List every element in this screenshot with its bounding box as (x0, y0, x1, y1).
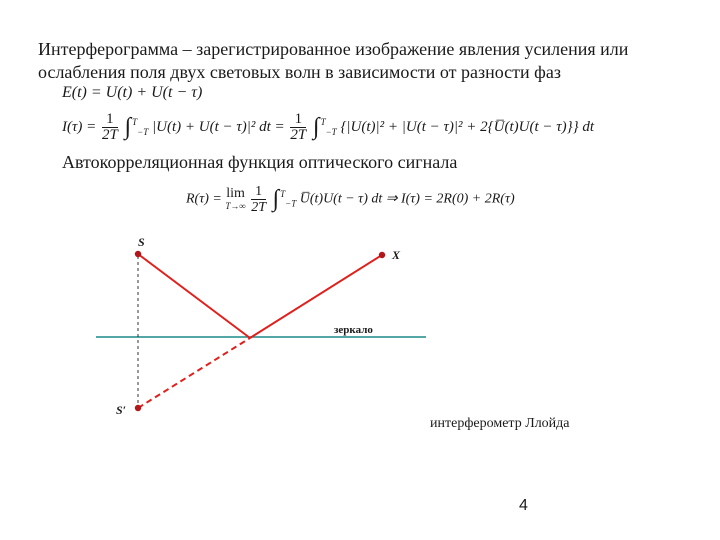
detector-point (379, 252, 385, 258)
integral-upper-limit: T (132, 116, 138, 127)
intro-line-2: ослабления поля двух световых волн в зависимости от разности фаз (38, 62, 561, 82)
autocorr-body: U̅(t)U(t − τ) dt ⇒ I(τ) = 2R(0) + 2R(τ) (299, 191, 515, 207)
incident-ray (138, 254, 250, 338)
fraction-denominator-second: 2T (290, 127, 307, 143)
virtual-ray-from-image (138, 338, 250, 408)
source-point (135, 251, 141, 257)
integral-sign-third: ∫ (272, 186, 280, 212)
fraction-numerator: 1 (102, 112, 118, 128)
mirror-label: зеркало (334, 324, 373, 336)
fraction-denominator-third: 2T (251, 200, 267, 215)
integral-upper-limit-third: T (280, 189, 286, 200)
formula-field-sum: E(t) = U(t) + U(t − τ) (62, 84, 203, 101)
integral-lower-limit-second: −T (325, 126, 337, 137)
limit-label: lim (226, 185, 245, 201)
page-number: 4 (519, 497, 528, 514)
limit-subscript: T→∞ (225, 200, 246, 211)
intensity-expansion: {|U(t)|² + |U(t − τ)|² + 2{U̅(t)U(t − τ)}} dt (340, 118, 595, 135)
intensity-integrand: |U(t) + U(t − τ)|² dt = (152, 118, 285, 135)
integral-lower-limit-third: −T (285, 198, 297, 209)
autocorrelation-heading: Автокорреляционная функция оптического сигнала (62, 152, 458, 172)
autocorr-lhs: R(τ) = (186, 191, 222, 207)
intro-line-1: Интерферограмма – зарегистрированное изображение явления усиления или (38, 39, 629, 59)
diagram-caption: интерферометр Ллойда (430, 416, 570, 431)
fraction-denominator: 2T (101, 127, 118, 143)
integral-lower-limit: −T (137, 126, 149, 137)
image-source-label: S′ (116, 403, 127, 417)
source-label: S (138, 235, 145, 249)
detector-label: X (392, 248, 401, 262)
image-source-point (135, 405, 141, 411)
intensity-lhs: I(τ) = (62, 118, 97, 135)
integral-upper-limit-second: T (320, 116, 326, 127)
integral-sign-second: ∫ (313, 114, 320, 140)
fraction-numerator-second: 1 (290, 112, 306, 128)
fraction-numerator-third: 1 (251, 184, 266, 200)
integral-sign: ∫ (124, 114, 132, 140)
